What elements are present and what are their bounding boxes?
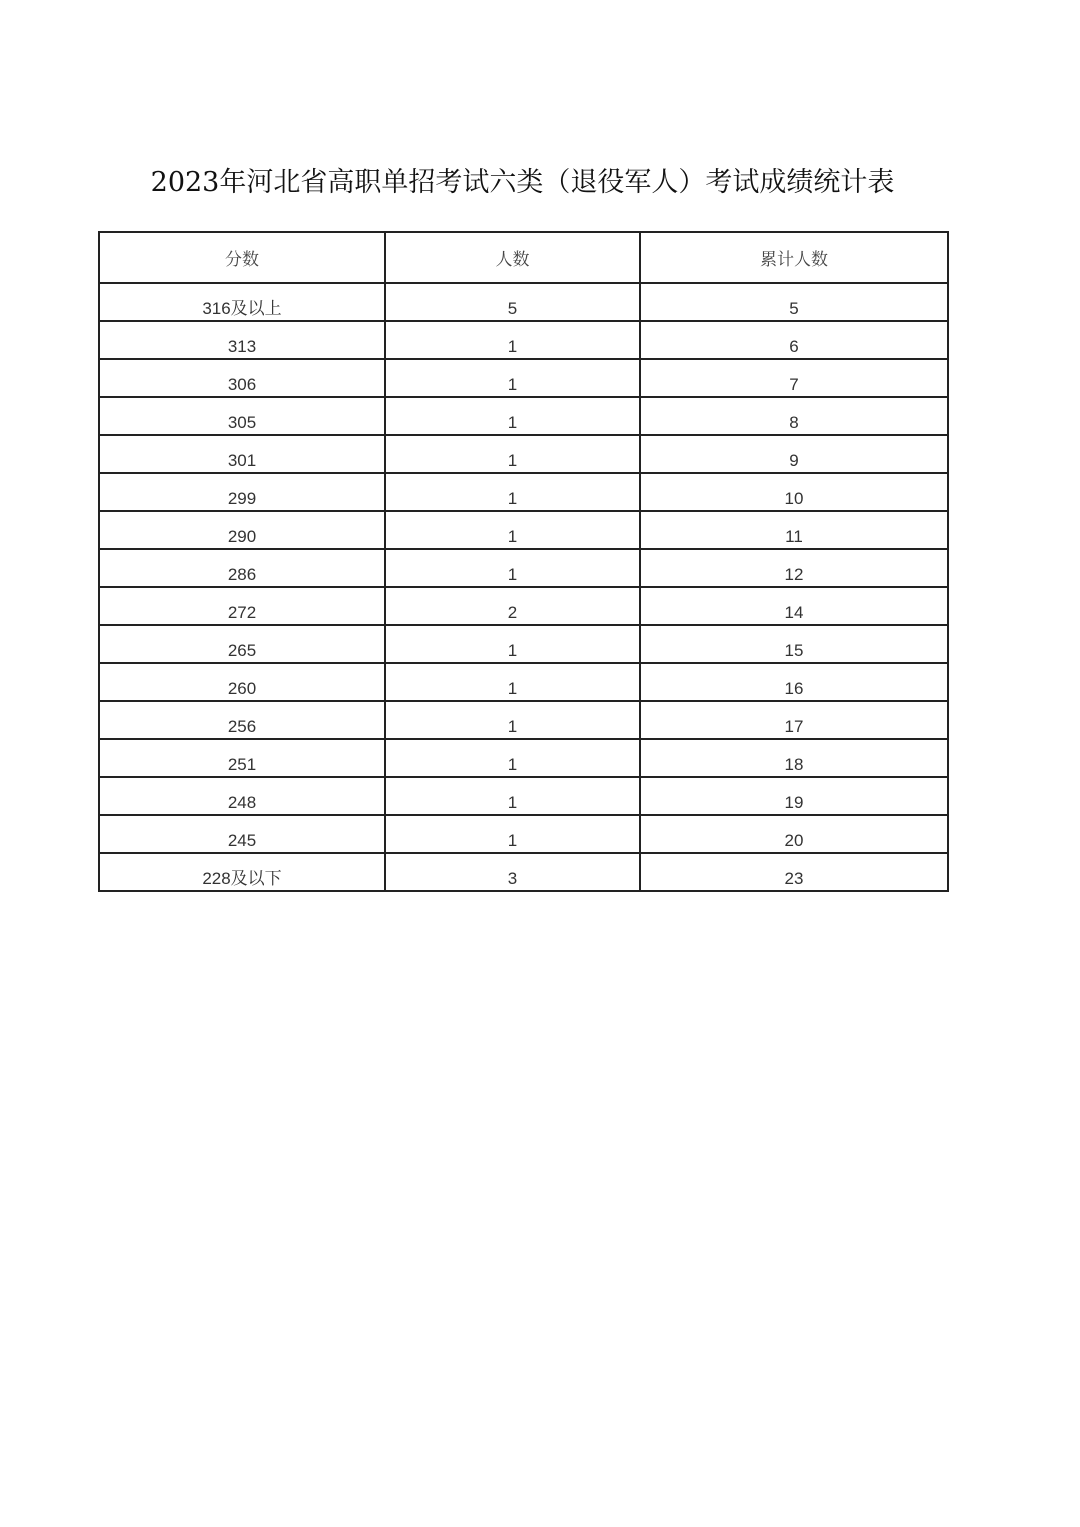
table-row [99,815,948,853]
count-cell: 1 [385,435,640,473]
count-cell: 3 [385,853,640,891]
table-row [99,473,948,511]
cumulative-cell: 11 [640,511,948,549]
score-cell: 316及以上 [99,283,385,321]
cumulative-cell: 10 [640,473,948,511]
column-header-cumulative: 累计人数 [640,232,948,283]
cumulative-cell: 16 [640,663,948,701]
score-cell: 245 [99,815,385,853]
table-row [99,625,948,663]
count-cell: 1 [385,701,640,739]
count-cell: 1 [385,359,640,397]
score-cell: 228及以下 [99,853,385,891]
cumulative-cell: 7 [640,359,948,397]
table-row [99,739,948,777]
count-cell: 1 [385,739,640,777]
table-row [99,321,948,359]
cumulative-cell: 8 [640,397,948,435]
count-cell: 1 [385,777,640,815]
cumulative-cell: 15 [640,625,948,663]
cumulative-cell: 6 [640,321,948,359]
cumulative-cell: 19 [640,777,948,815]
score-cell: 305 [99,397,385,435]
score-cell: 260 [99,663,385,701]
count-cell: 1 [385,625,640,663]
count-cell: 1 [385,473,640,511]
table-row [99,587,948,625]
table-row [99,283,948,321]
table-row [99,511,948,549]
count-cell: 1 [385,663,640,701]
count-cell: 1 [385,321,640,359]
score-cell: 272 [99,587,385,625]
score-cell: 290 [99,511,385,549]
count-cell: 2 [385,587,640,625]
cumulative-cell: 20 [640,815,948,853]
cumulative-cell: 14 [640,587,948,625]
score-cell: 286 [99,549,385,587]
score-cell: 265 [99,625,385,663]
score-cell: 256 [99,701,385,739]
score-cell: 313 [99,321,385,359]
page-title: 2023年河北省高职单招考试六类（退役军人）考试成绩统计表 [150,167,895,198]
score-statistics-table [98,231,949,892]
table-row [99,853,948,891]
score-cell: 251 [99,739,385,777]
count-cell: 1 [385,549,640,587]
table-row [99,701,948,739]
column-header-score: 分数 [99,232,385,283]
score-cell: 301 [99,435,385,473]
cumulative-cell: 5 [640,283,948,321]
cumulative-cell: 9 [640,435,948,473]
cumulative-cell: 23 [640,853,948,891]
score-cell: 248 [99,777,385,815]
table-row [99,435,948,473]
table-row [99,777,948,815]
table-row [99,359,948,397]
table-row [99,663,948,701]
count-cell: 1 [385,511,640,549]
cumulative-cell: 17 [640,701,948,739]
score-cell: 306 [99,359,385,397]
table-row [99,549,948,587]
column-header-count: 人数 [385,232,640,283]
table-row [99,397,948,435]
cumulative-cell: 18 [640,739,948,777]
count-cell: 1 [385,815,640,853]
score-cell: 299 [99,473,385,511]
cumulative-cell: 12 [640,549,948,587]
count-cell: 1 [385,397,640,435]
count-cell: 5 [385,283,640,321]
table-header-row [99,232,948,283]
